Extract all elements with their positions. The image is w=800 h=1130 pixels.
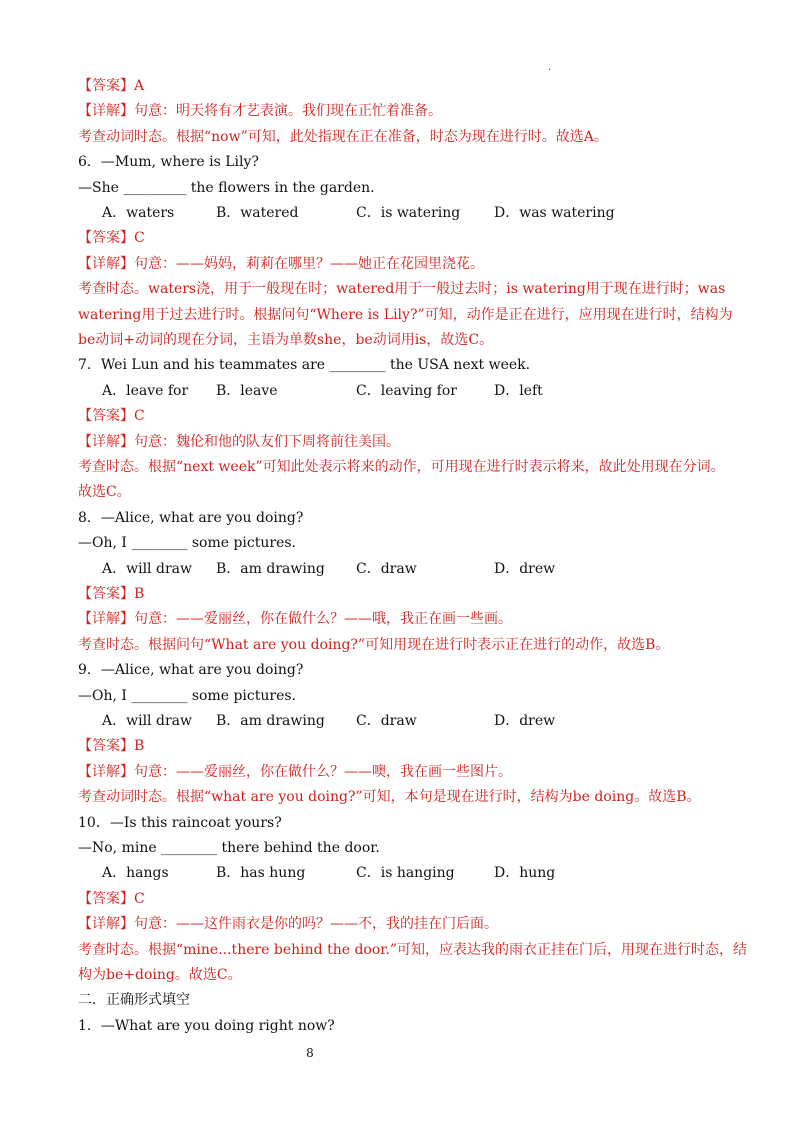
answer-option: C．leaving for xyxy=(356,382,457,399)
question-line: 6．—Mum, where is Lily? xyxy=(78,154,259,171)
question-line: —She _________ the flowers in the garden. xyxy=(78,179,375,196)
explanation-line: 考查时态。根据“mine...there behind the door.”可知，应表达我的雨衣正挂在门后，用现在进行时态，结 xyxy=(78,941,748,958)
answer-option: D．was watering xyxy=(494,205,615,221)
answer-option: D．hung xyxy=(494,865,556,882)
answer-option: D．drew xyxy=(494,713,556,729)
answer-option: C．draw xyxy=(356,713,417,729)
explanation-line: 考查时态。waters浇，用于一般现在时；watered用于一般过去时；is watering用于现在进行时；was xyxy=(78,281,726,298)
explanation-line: 考查时态。根据“next week”可知此处表示将来的动作，可用现在进行时表示将来，故此处用现在分词。 xyxy=(78,459,725,475)
explanation-line: 构为be+doing。故选C。 xyxy=(78,967,242,983)
answer-option: B．has hung xyxy=(216,865,306,882)
answer-option: A．waters xyxy=(102,205,175,221)
question-line: —No, mine ________ there behind the door. xyxy=(78,840,380,856)
explanation-line: 【详解】句意：——爱丽丝，你在做什么？——噢，我在画一些图片。 xyxy=(78,763,512,780)
explanation-line: 【详解】句意：——爱丽丝，你在做什么？——哦，我正在画一些画。 xyxy=(78,611,512,628)
question-line: 9．—Alice, what are you doing? xyxy=(78,662,304,679)
explanation-line: 【详解】句意：明天将有才艺表演。我们现在正忙着准备。 xyxy=(78,103,442,120)
answer-option: A．will draw xyxy=(102,560,192,577)
explanation-line: 【详解】句意：——这件雨衣是你的吗？——不，我的挂在门后面。 xyxy=(78,916,498,933)
page-number: 8 xyxy=(306,1046,314,1060)
explanation-line: 【答案】C xyxy=(78,890,145,907)
answer-option: C．draw xyxy=(356,560,417,577)
answer-option: D．left xyxy=(494,382,543,399)
question-line: 8．—Alice, what are you doing? xyxy=(78,509,304,526)
question-line: 二．正确形式填空 xyxy=(78,992,190,1009)
answer-option: C．is hanging xyxy=(356,865,455,882)
explanation-line: 考查时态。根据问句“What are you doing?”可知用现在进行时表示正在进行的动作，故选B。 xyxy=(78,636,670,653)
explanation-line: 【答案】B xyxy=(78,586,145,602)
question-line: 10．—Is this raincoat yours? xyxy=(78,814,282,831)
explanation-line: be动词+动词的现在分词，主语为单数she，be动词用is，故选C。 xyxy=(78,332,494,348)
answer-option: B．watered xyxy=(216,205,299,221)
explanation-line: watering用于过去进行时。根据问句“Where is Lily?”可知，动作是正在进行，应用现在进行时，结构为 xyxy=(78,306,733,323)
answer-option: B．leave xyxy=(216,382,278,399)
page-mark: . xyxy=(548,62,552,73)
explanation-line: 【答案】B xyxy=(78,738,145,755)
answer-option: C．is watering xyxy=(356,205,461,221)
explanation-line: 考查动词时态。根据“now”可知，此处指现在正在准备，时态为现在进行时。故选A。 xyxy=(78,128,608,145)
explanation-line: 【详解】句意：——妈妈，莉莉在哪里？——她正在花园里浇花。 xyxy=(78,255,484,272)
explanation-line: 考查动词时态。根据“what are you doing?”可知，本句是现在进行时，结构为be doing。故选B。 xyxy=(78,789,701,806)
answer-option: A．leave for xyxy=(102,382,189,399)
answer-option: B．am drawing xyxy=(216,560,325,577)
answer-option: A．hangs xyxy=(102,865,169,882)
answer-option: B．am drawing xyxy=(216,713,325,729)
answer-option: A．will draw xyxy=(102,713,192,729)
explanation-line: 【答案】C xyxy=(78,230,145,247)
answer-option: D．drew xyxy=(494,560,556,577)
explanation-line: 【答案】A xyxy=(78,78,145,94)
explanation-line: 【详解】句意：魏伦和他的队友们下周将前往美国。 xyxy=(78,433,400,450)
question-line: —Oh, I ________ some pictures. xyxy=(78,535,296,552)
question-line: 7．Wei Lun and his teammates are ________ the USA next week. xyxy=(78,357,531,374)
explanation-line: 【答案】C xyxy=(78,408,145,425)
question-line: —Oh, I ________ some pictures. xyxy=(78,687,296,704)
question-line: 1．—What are you doing right now? xyxy=(78,1017,335,1034)
explanation-line: 故选C。 xyxy=(78,484,131,501)
